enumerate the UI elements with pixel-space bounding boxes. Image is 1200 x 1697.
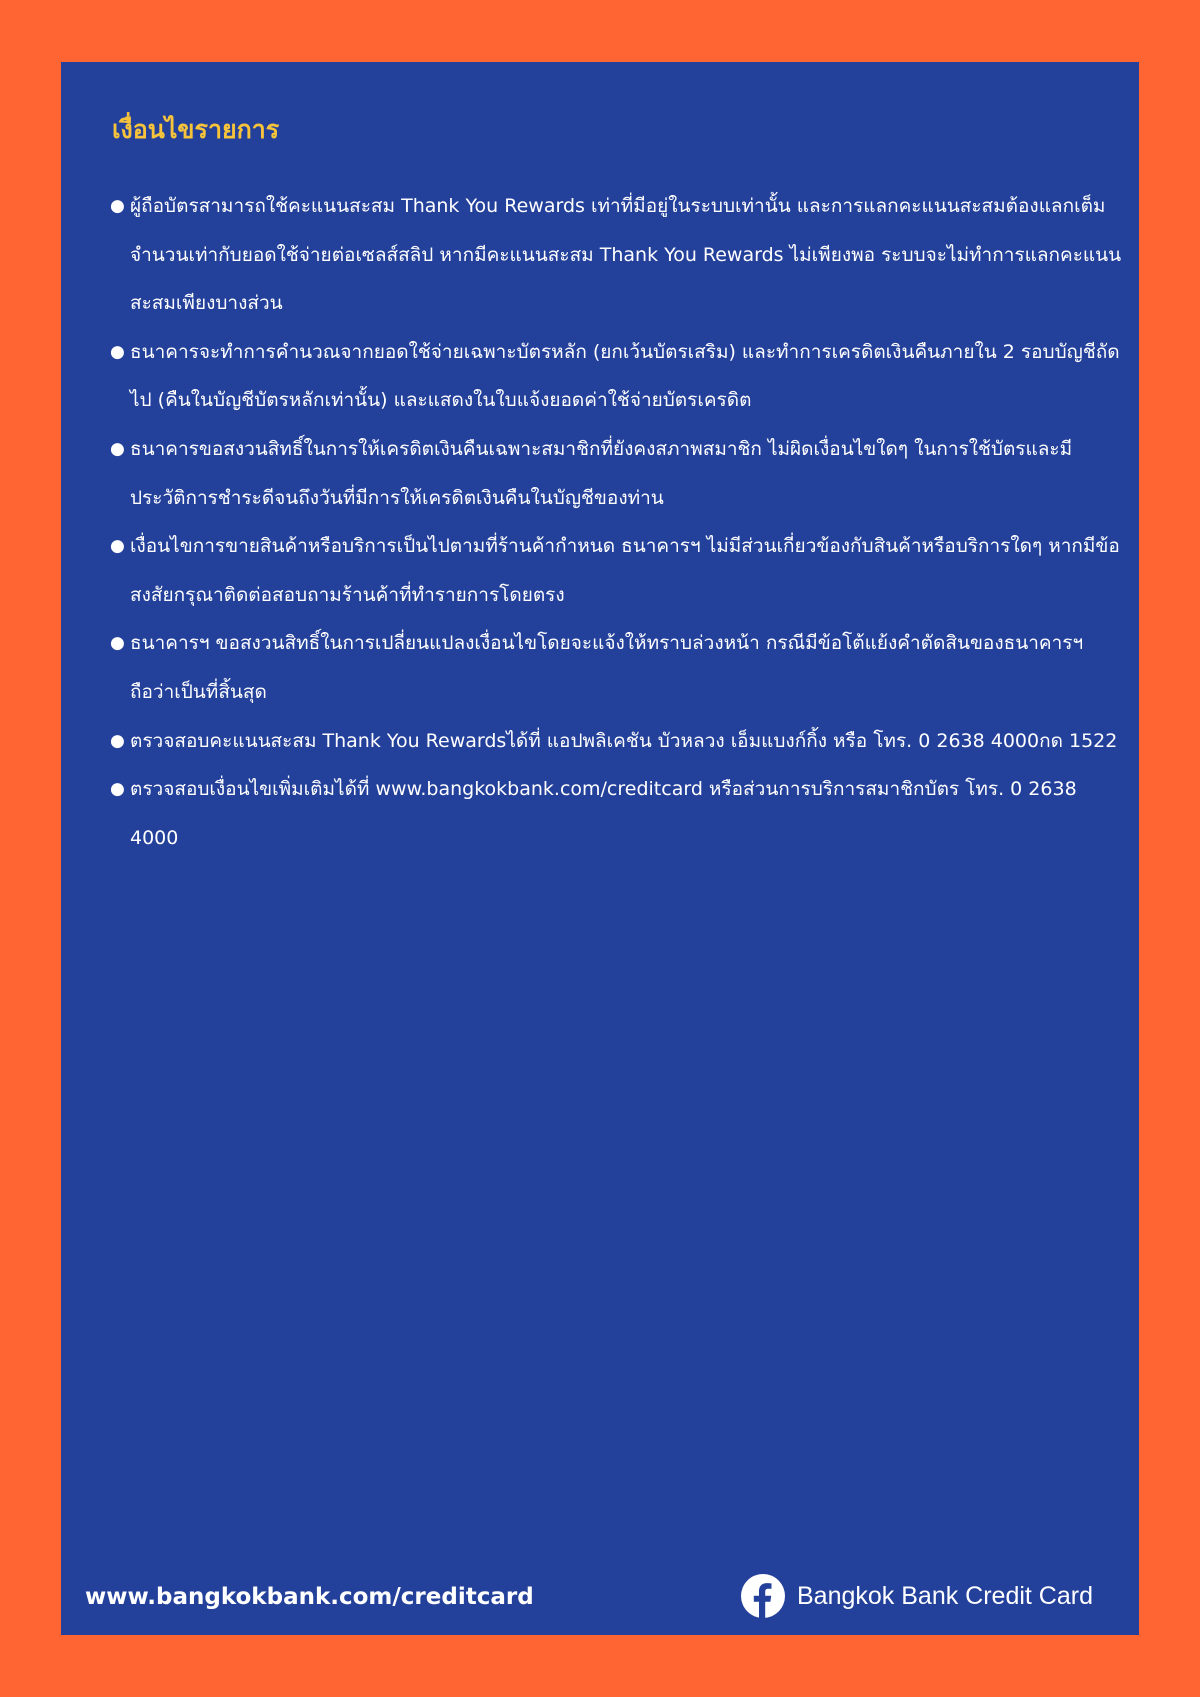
term-text: ธนาคารขอสงวนสิทธิ์ในการให้เครดิตเงินคืนเฉพาะสมาชิกที่ยังคงสภาพสมาชิก ไม่ผิดเงื่อนไขใดๆ ในการใช้บัตรและมีประวัติการชำระดีจนถึงวันที่มีการให้เครดิตเงินคืนในบัญชีของท่าน [130, 437, 1073, 509]
facebook-label: Bangkok Bank Credit Card [797, 1582, 1093, 1610]
term-text: ธนาคารฯ ขอสงวนสิทธิ์ในการเปลี่ยนแปลงเงื่อนไขโดยจะแจ้งให้ทราบล่วงหน้า กรณีมีข้อโต้แย้งคำตัดสินของธนาคารฯ ถือว่าเป็นที่สิ้นสุด [130, 632, 1084, 703]
term-item [110, 522, 1122, 619]
term-text: ตรวจสอบคะแนนสะสม Thank You Rewardsได้ที่ แอปพลิเคชัน บัวหลวง เอ็มแบงก์กิ้ง หรือ โทร. 0 2638 4000กด 1522 [130, 729, 1118, 752]
terms-list [110, 182, 1122, 862]
term-item [110, 619, 1122, 716]
term-text: ธนาคารจะทำการคำนวณจากยอดใช้จ่ายเฉพาะบัตรหลัก (ยกเว้นบัตรเสริม) และทำการเครดิตเงินคืนภายใน 2 รอบบัญชีถัดไป (คืนในบัญชีบัตรหลักเท่านั้น) และแสดงในใบแจ้งยอดค่าใช้จ่ายบัตรเครดิต [130, 340, 1120, 412]
term-text: ตรวจสอบเงื่อนไขเพิ่มเติมได้ที่ www.bangkokbank.com/creditcard หรือส่วนการบริการสมาชิกบัตร โทร. 0 2638 4000 [130, 778, 1077, 849]
page-title: เงื่อนไขรายการ [112, 115, 280, 144]
footer-facebook-link[interactable] [741, 1574, 1093, 1618]
bullet-icon: ● [110, 196, 125, 216]
bullet-icon: ● [110, 536, 125, 557]
bullet-icon: ● [110, 438, 125, 459]
bullet-icon: ● [110, 779, 125, 800]
bullet-icon: ● [110, 633, 125, 654]
term-text: เงื่อนไขการขายสินค้าหรือบริการเป็นไปตามที่ร้านค้ากำหนด ธนาคารฯ ไม่มีส่วนเกี่ยวข้องกับสินค้าหรือบริการใดๆ หากมีข้อสงสัยกรุณาติดต่อสอบถามร้านค้าที่ทำรายการโดยตรง [130, 535, 1120, 606]
term-item [110, 182, 1122, 328]
facebook-icon [741, 1574, 785, 1618]
term-item [110, 765, 1122, 862]
bullet-icon: ● [110, 341, 125, 362]
term-item [110, 328, 1122, 425]
term-item [110, 717, 1122, 766]
term-text: ผู้ถือบัตรสามารถใช้คะแนนสะสม Thank You Rewards เท่าที่มีอยู่ในระบบเท่านั้น และการแลกคะแนนสะสมต้องแลกเต็มจำนวนเท่ากับยอดใช้จ่ายต่อเซลส์สลิป หากมีคะแนนสะสม Thank You Rewards ไม่เพียงพอ ระบบจะไม่ทำการแลกคะแนนสะสมเพียงบางส่วน [130, 195, 1122, 315]
terms-panel [61, 62, 1139, 1635]
term-item [110, 425, 1122, 522]
bullet-icon: ● [110, 730, 125, 751]
footer-website-link[interactable]: www.bangkokbank.com/creditcard [85, 1584, 534, 1610]
